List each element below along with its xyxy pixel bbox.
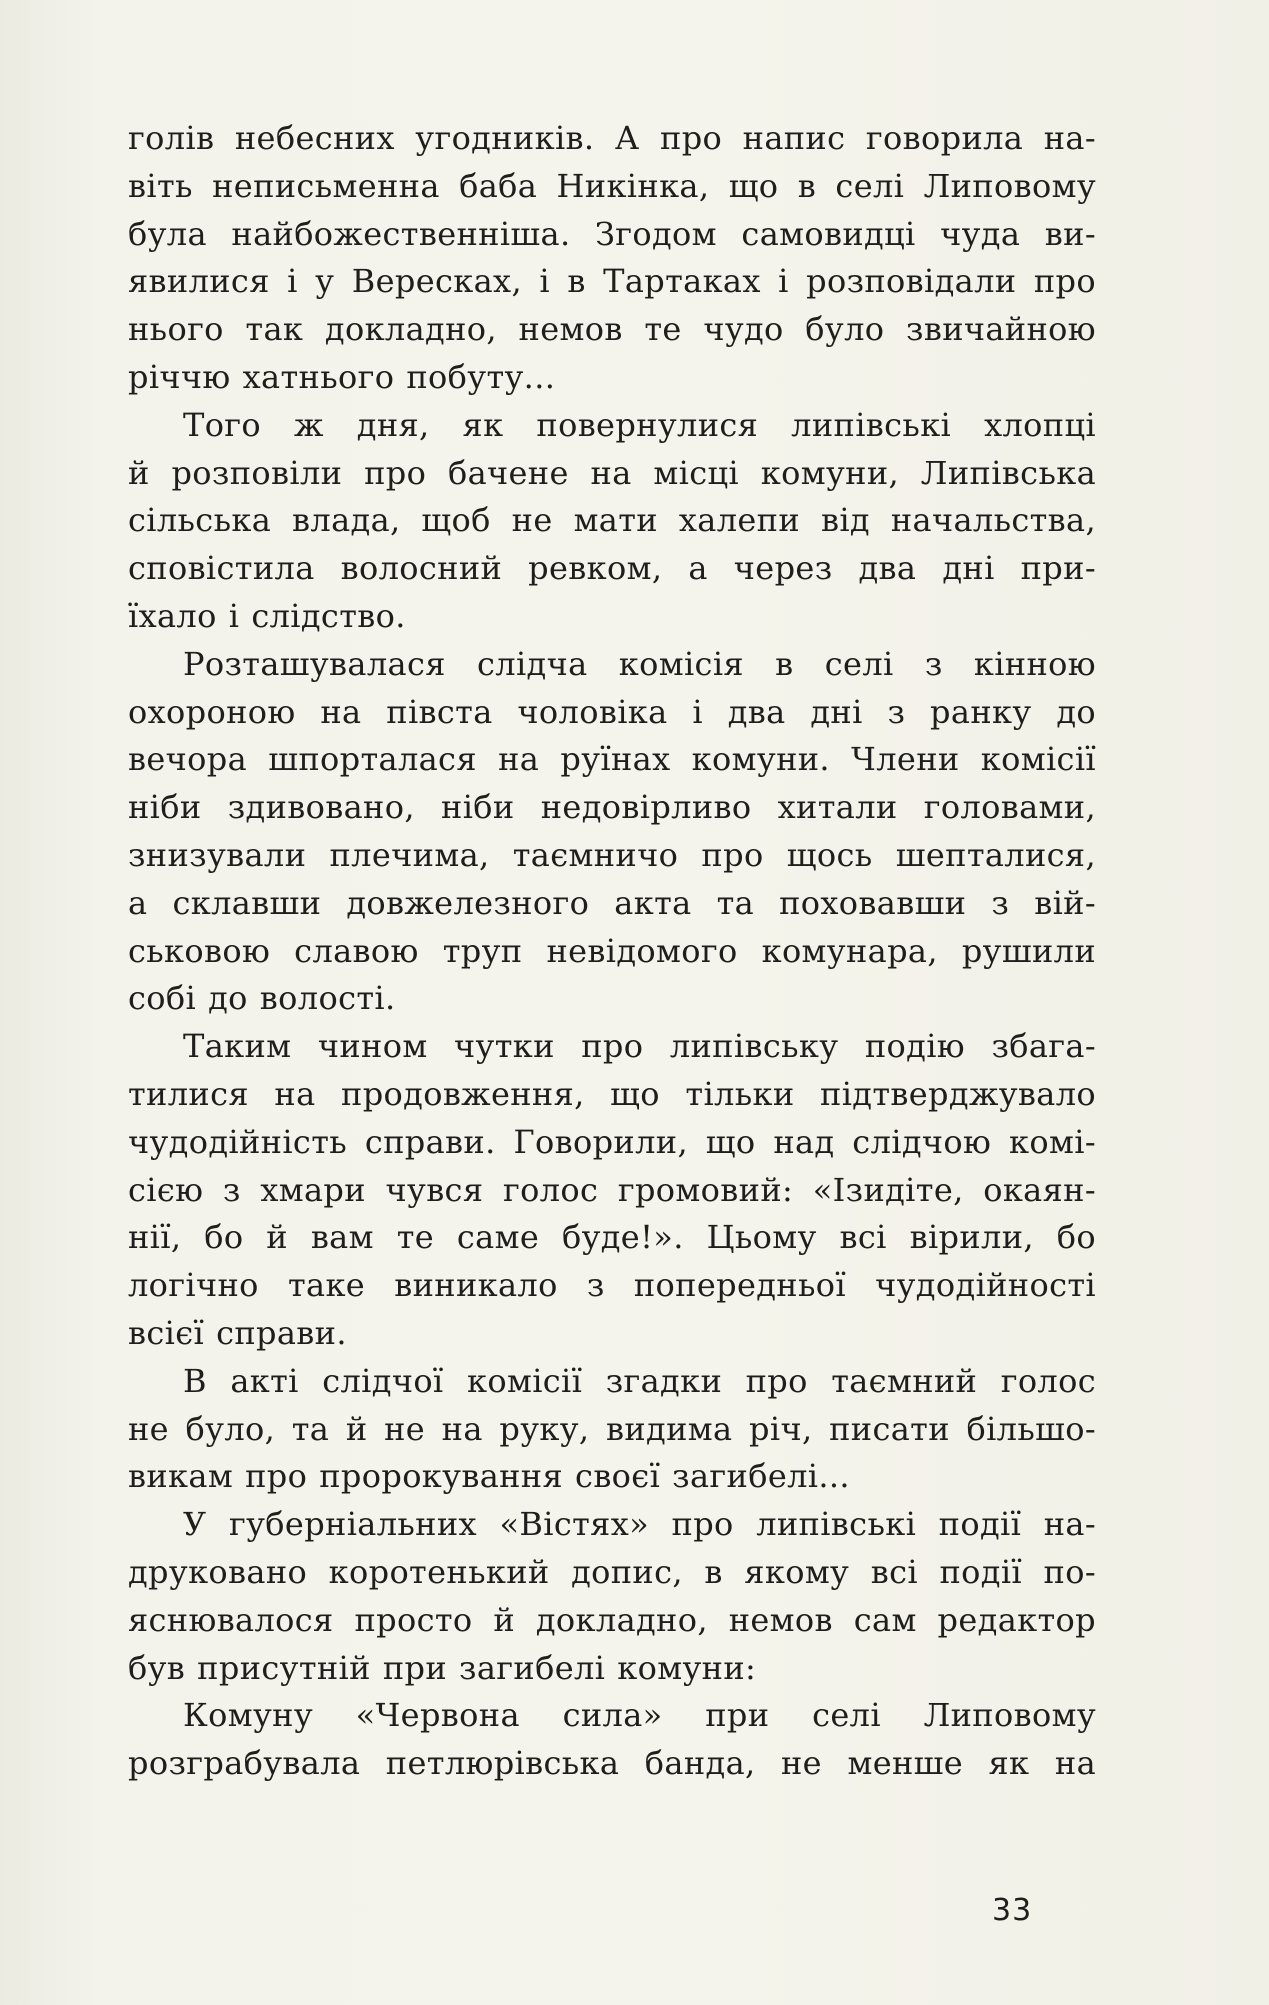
text-line: яснювалося просто й докладно, немов сам редактор	[128, 1600, 1096, 1639]
page-number: 33	[992, 1893, 1033, 1928]
text-line: викам про пророкування своєї загибелі...	[128, 1457, 850, 1496]
text-line: річчю хатнього побуту...	[128, 357, 556, 396]
text-line: не було, та й не на руку, видима річ, писати більшо-	[128, 1409, 1096, 1448]
text-line: ніби здивовано, ніби недовірливо хитали головами,	[128, 788, 1096, 827]
text-line: вечора шпорталася на руїнах комуни. Члени комісії	[128, 740, 1096, 779]
body-text	[128, 115, 1096, 1788]
text-line: Таким чином чутки про липівську подію збага-	[183, 1027, 1096, 1066]
text-line: тилися на продовження, що тільки підтверджувало	[128, 1074, 1096, 1113]
text-line: чудодійність справи. Говорили, що над слідчою комі-	[128, 1122, 1096, 1161]
text-line: була найбожественніша. Згодом самовидці чуда ви-	[128, 214, 1096, 253]
text-line: У губерніальних «Вістях» про липівські події на-	[183, 1505, 1096, 1544]
text-line: В акті слідчої комісії згадки про таємний голос	[183, 1361, 1096, 1400]
text-line: охороною на півста чоловіка і два дні з ранку до	[128, 692, 1096, 731]
text-line: собі до волості.	[128, 979, 396, 1018]
text-line: всієї справи.	[128, 1313, 347, 1352]
text-line: друковано коротенький допис, в якому всі події по-	[128, 1552, 1096, 1591]
text-line: й розповіли про бачене на місці комуни, Липівська	[128, 453, 1096, 492]
text-line: був присутній при загибелі комуни:	[128, 1648, 757, 1687]
text-line: віть неписьменна баба Никінка, що в селі Липовому	[128, 166, 1096, 205]
text-line: нього так докладно, немов те чудо було звичайною	[128, 310, 1096, 349]
text-line: знизували плечима, таємничо про щось шепталися,	[128, 835, 1096, 874]
text-line: голів небесних угодників. А про напис говорила на-	[128, 119, 1096, 157]
text-line: нії, бо й вам те саме буде!». Цьому всі вірили, бо	[128, 1218, 1096, 1257]
text-line: сією з хмари чувся голос громовий: «Ізидіте, окаян-	[128, 1170, 1096, 1209]
text-line: сповістила волосний ревком, а через два дні при-	[128, 549, 1096, 588]
text-line: Того ж дня, як повернулися липівські хлопці	[183, 405, 1096, 444]
text-line: їхало і слідство.	[128, 596, 406, 635]
text-line: розграбувала петлюрівська банда, не менше як на	[128, 1744, 1096, 1783]
text-line: Комуну «Червона сила» при селі Липовому	[183, 1696, 1096, 1735]
text-line: логічно таке виникало з попередньої чудодійності	[128, 1266, 1096, 1305]
text-line: а склавши довжелезного акта та поховавши з вій-	[128, 883, 1096, 922]
text-line: сільська влада, щоб не мати халепи від начальства,	[128, 501, 1096, 540]
text-line: Розташувалася слідча комісія в селі з кінною	[183, 644, 1096, 683]
text-line: явилися і у Bepecкax, і в Тартаках і розповідали про	[128, 262, 1096, 301]
text-line: ськовою славою труп невідомого комунара, рушили	[128, 931, 1096, 970]
